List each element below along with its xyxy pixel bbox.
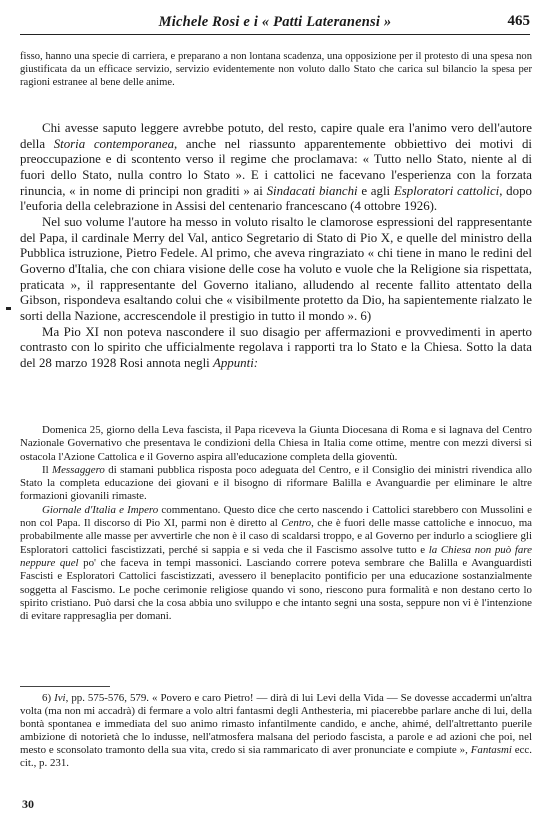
paragraph-1 bbox=[20, 121, 532, 215]
footnote bbox=[20, 692, 532, 771]
quote3-text-f: , che è fuori delle masse cattoliche e innocuo, ma probabilmente alle masse per avvertirle che non è il caso di scaldarsi troppo, e al Governo per indurlo a sciogliere gli Esploratori cattolici fascistizzati, perché si sappia e si veda che il Fascismo assolve tutto e bbox=[20, 517, 532, 556]
quote3-impero: Impero bbox=[127, 503, 159, 516]
para1-sindacati: Sindacati bianchi bbox=[266, 183, 358, 198]
paragraph-3 bbox=[20, 325, 532, 372]
quote2-text-c: di stamani pubblica risposta poco adeguata del Centro, e il Consiglio dei ministri rivendica allo Stato la completa educazione dei giovani e il bisogno di riformare Balilla e Avanguardie per eliminare le altre formazioni giovanili rimaste. bbox=[20, 463, 532, 503]
quote3-e: e bbox=[115, 503, 128, 516]
para1-text-a: Chi avesse saputo leggere avrebbe potuto, del resto, capire quale era l'animo vero dell'autore della bbox=[20, 121, 532, 151]
running-title: Michele Rosi e i « Patti Lateranensi » bbox=[158, 14, 392, 30]
footnote-marker: 6) bbox=[42, 692, 52, 704]
quote3-text-d: commentano. Questo dice che certo nascendo i Cattolici starebbero con Mussolini e non col Papa. Il discorso di Pio XI, parmi non è diretto al bbox=[20, 503, 533, 530]
carryover-text: fisso, hanno una specie di carriera, e preparano a non lontana scadenza, una opposizione per il protesto di una spesa non giustificata da un efficace servizio, servizio evidentemente non voluto dallo Stato che carica sul bilancio la spesa per ragioni estranee al bene delle anime. bbox=[20, 51, 532, 88]
para1-title-storia: Storia contemporanea bbox=[53, 136, 175, 151]
quote3-centro: Centro bbox=[281, 517, 312, 530]
para3-text-a: Ma Pio XI non poteva nascondere il suo disagio per affermazioni e provvedimenti in aperto contrasto con lo spirito che ufficialmente regolava i rapporti tra lo Stato e la Chiesa. Sotto la data del 28 marzo 1928 Rosi annota negli bbox=[20, 324, 532, 370]
quote3-giornale: Giornale d'Italia bbox=[42, 503, 116, 516]
para3-appunti: Appunti: bbox=[212, 355, 259, 370]
quote-paragraph-3 bbox=[20, 504, 532, 624]
quote3-text-h: po' che faceva in tempi massonici. Lasciando correre poteva sembrare che Balilla e Avanguardisti Fascisti e Esploratori Cattolici fascistizzati, avessero il beneplacito pontificio per una educazione sostanzialmente soggetta al Fascismo. Le poche cerimonie religiose quando vi sono, riescono pura formalità e non destano certo lo spirito cristiano. Può darsi che la cosa abbia uno sviluppo e che intanto segni una sosta, seppure non vi è l'intenzione di evitare rappresaglia per domani. bbox=[20, 556, 532, 623]
footer-page-number: 30 bbox=[22, 797, 34, 811]
quoted-notes bbox=[20, 424, 532, 623]
para1-text-c: , anche nel riassunto apparentemente obbiettivo dei motivi di preoccupazione e di scontento verso il regime che proclamava: « Tutto nello Stato, niente al di fuori dello Stato, nulla contro lo Stato ». E i cattolici ne facevano l'esperienza con la forzata rinuncia, « in nome di principi non graditi » ai bbox=[20, 136, 532, 198]
footnote-divider bbox=[20, 686, 110, 687]
quote-paragraph-1: Domenica 25, giorno della Leva fascista, il Papa riceveva la Giunta Diocesana di Roma e si lagnava del Centro Nazionale Governativo che presentava le condizioni della Chiesa in Italia come ottime, mentre con mezzi diversi si ostacola l'Azione Cattolica e il Governo aspira all'educazione completa della gioventù. bbox=[20, 424, 532, 463]
footnote-text-c: ecc. cit., p. 231. bbox=[20, 744, 532, 770]
footnote-text-a: , pp. 575-576, 579. « Povero e caro Pietro! — dirà di lui Levi della Vida — Se dovesse accadermi un'altra volta (ma non mi accadrà) di fermare a volo altri fantasmi degli Anthesteria, mi piacerebbe parlare anche di lui, della bontà spontanea e immediata del suo animo rimasto infantilmente candido, e anche, ahimé, dell'altrettanto puerile ambizione di notorietà che lo indusse, nell'atmosfera malsana del periodo fascista, a parole e ad azioni che poi, nel mesto e sconsolato tramonto della sua vita, credo si sia rammaricato di aver pronunciate e compiute », bbox=[20, 692, 532, 757]
quote2-messaggero: Messaggero bbox=[52, 463, 105, 476]
para1-text-g: , dopo l'euforia della celebrazione in Assisi del centenario francescano (4 ottobre 1926). bbox=[20, 183, 532, 214]
quote2-text-a: Il bbox=[42, 463, 53, 476]
paragraph-2: Nel suo volume l'autore ha messo in voluto risalto le clamorose espressioni del rappresentante del Papa, il cardinale Merry del Val, antico Segretario di Stato di Pio X, e quelle del ministro della Pubblica istruzione, Pietro Fedele. Al primo, che aveva ringraziato « chi tiene in mano le redini del Governo d'Italia, che con chiara visione delle cose ha voluto e vuole che la Religione sia rispettata, praticata », il rappresentante del Governo italiano, alludendo al recente fallito attentato della Gibson, rispondeva esaltando colui che « visibilmente protetto da Dio, ha sapientemente rialzato le sorti della Nazione, accrescendole il prestigio in tutto il mondo ». 6) bbox=[20, 214, 532, 323]
para1-text-e: e agli bbox=[357, 183, 394, 198]
quote-paragraph-2 bbox=[20, 464, 532, 504]
main-text bbox=[20, 121, 532, 372]
footnote-fantasmi: Fantasmi bbox=[470, 744, 512, 757]
margin-mark bbox=[6, 307, 11, 310]
footnote-text bbox=[20, 692, 532, 771]
quote3-chiesa: la Chiesa non può fare neppure quel bbox=[20, 543, 532, 569]
para1-esploratori: Esploratori cattolici bbox=[393, 183, 500, 198]
carryover-paragraph bbox=[20, 51, 532, 90]
footnote-ivi: Ivi bbox=[54, 692, 66, 704]
running-header bbox=[20, 12, 530, 35]
page-number: 465 bbox=[507, 13, 530, 29]
